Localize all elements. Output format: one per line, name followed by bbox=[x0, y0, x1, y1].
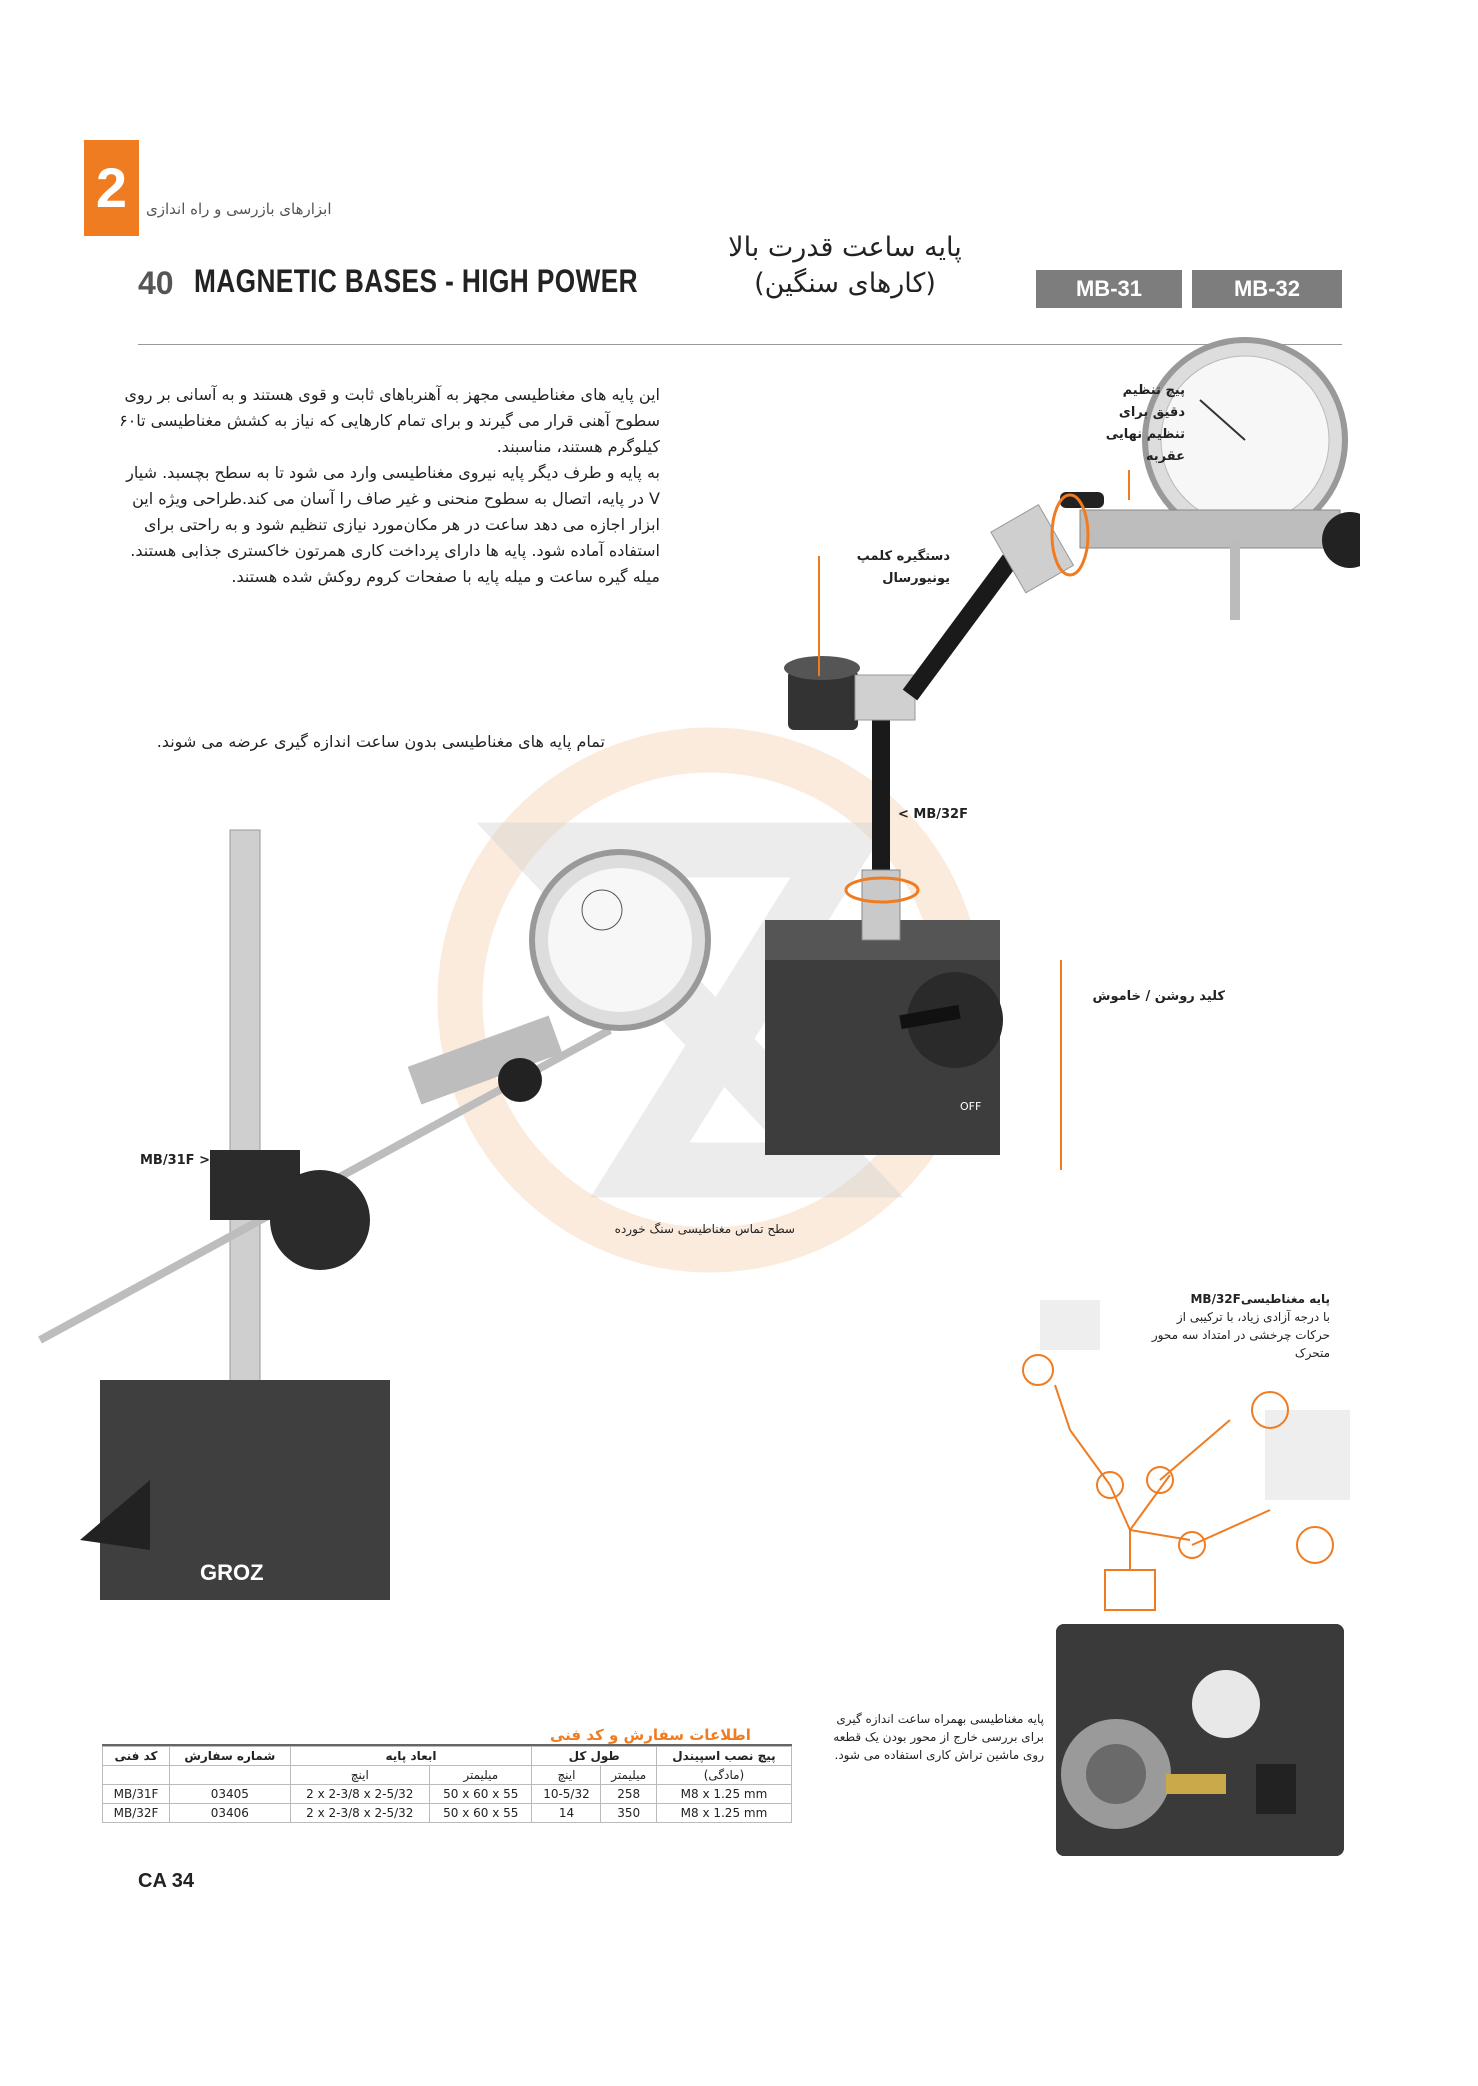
subheader-inch: اینچ bbox=[290, 1766, 430, 1785]
callout-leader bbox=[1128, 470, 1130, 500]
intro-line: سطوح آهنی قرار می گیرند و برای تمام کارهایی که نیاز به کشش مغناطیسی تا۶۰ bbox=[119, 411, 660, 430]
persian-title-line1: پایه ساعت قدرت بالا bbox=[728, 232, 962, 263]
photo-caption bbox=[812, 1710, 1044, 1764]
order-table bbox=[102, 1746, 792, 1823]
subheader-mm: میلیمتر bbox=[601, 1766, 656, 1785]
intro-text bbox=[95, 382, 660, 590]
callout-line: عقربه bbox=[1145, 449, 1185, 464]
cell-dims-mm: 50 x 60 x 55 bbox=[430, 1804, 532, 1823]
cell-len-inch: 14 bbox=[532, 1804, 601, 1823]
subheader-mm: میلیمتر bbox=[430, 1766, 532, 1785]
table-header-row bbox=[103, 1747, 792, 1766]
model-tab-mb31: MB-31 bbox=[1036, 270, 1182, 308]
intro-line: ابزار اجازه می دهد ساعت در هر مکان‌مورد نیازی تنظیم شود و به راحتی برای bbox=[144, 515, 660, 534]
callout-line: تنظیم نهایی bbox=[1105, 427, 1185, 442]
no-gauge-note: تمام پایه های مغناطیسی بدون ساعت اندازه گیری عرضه می شوند. bbox=[156, 732, 605, 751]
cell-code: MB/31F bbox=[103, 1785, 170, 1804]
photo-caption-line: پایه مغناطیسی بهمراه ساعت اندازه گیری bbox=[836, 1712, 1044, 1726]
model-tab-mb32: MB-32 bbox=[1192, 270, 1342, 308]
ground-surface-caption: سطح تماس مغناطیسی سنگ خورده bbox=[614, 1222, 795, 1236]
table-row bbox=[103, 1785, 792, 1804]
diagram-note bbox=[1090, 1290, 1330, 1362]
cell-order-no: 03406 bbox=[170, 1804, 291, 1823]
cell-thread: M8 x 1.25 mm bbox=[656, 1785, 791, 1804]
chapter-title: ابزارهای بازرسی و راه اندازی bbox=[146, 200, 332, 218]
callout-line: دقیق برای bbox=[1118, 405, 1185, 420]
table-subheader-row bbox=[103, 1766, 792, 1785]
diagram-note-line: حرکات چرخشی در امتداد سه محور bbox=[1151, 1328, 1330, 1342]
lathe-application-photo bbox=[1056, 1624, 1344, 1856]
section-number: 40 bbox=[138, 265, 174, 301]
subheader-inch: اینچ bbox=[532, 1766, 601, 1785]
fine-adjust-callout bbox=[1065, 380, 1185, 468]
intro-line: میله گیره ساعت و میله پایه با صفحات کروم روکش شده هستند. bbox=[231, 567, 660, 586]
groz-logo-text: GROZ bbox=[200, 1560, 264, 1585]
diagram-note-title: پایه مغناطیسیMB/32F bbox=[1190, 1292, 1330, 1306]
cell-code: MB/32F bbox=[103, 1804, 170, 1823]
header-order-no: شماره سفارش bbox=[170, 1747, 291, 1766]
callout-line: پیچ تنظیم bbox=[1122, 383, 1185, 398]
cell-len-inch: 10-5/32 bbox=[532, 1785, 601, 1804]
cell-thread: M8 x 1.25 mm bbox=[656, 1804, 791, 1823]
header-spindle: پیچ نصب اسپیندل bbox=[656, 1747, 791, 1766]
header-code: کد فنی bbox=[103, 1747, 170, 1766]
callout-line: دستگیره کلمپ bbox=[856, 549, 950, 564]
cell-dims-inch: 2 x 2-3/8 x 2-5/32 bbox=[290, 1785, 430, 1804]
photo-caption-line: برای بررسی خارج از محور بودن یک قطعه bbox=[833, 1730, 1044, 1744]
diagram-note-line: با درجه آزادی زیاد، با ترکیبی از bbox=[1176, 1310, 1330, 1324]
cell-len-mm: 258 bbox=[601, 1785, 656, 1804]
cell-dims-mm: 50 x 60 x 55 bbox=[430, 1785, 532, 1804]
page-number: CA 34 bbox=[138, 1870, 194, 1892]
intro-line: کیلوگرم هستند، مناسبند. bbox=[496, 437, 660, 456]
order-info-title: اطلاعات سفارش و کد فنی bbox=[550, 1726, 751, 1744]
mb31f-illustration bbox=[30, 820, 730, 1600]
on-off-callout: کلید روشن / خاموش bbox=[1092, 989, 1225, 1004]
off-label: OFF bbox=[960, 1100, 982, 1113]
universal-clamp-callout bbox=[820, 546, 950, 590]
chapter-number-badge: 2 bbox=[84, 140, 139, 236]
header-base-dims: ابعاد پایه bbox=[290, 1747, 532, 1766]
mb32f-label: < MB/32F bbox=[898, 807, 968, 822]
intro-line: استفاده آماده شود. پایه ها دارای پرداخت کاری همرتون خاکستری جذابی هستند. bbox=[130, 541, 660, 560]
table-row bbox=[103, 1804, 792, 1823]
cell-dims-inch: 2 x 2-3/8 x 2-5/32 bbox=[290, 1804, 430, 1823]
intro-line: این پایه های مغناطیسی مجهز به آهنرباهای ثابت و قوی هستند و به آسانی بر روی bbox=[124, 385, 660, 404]
subheader-female: (مادگی) bbox=[656, 1766, 791, 1785]
persian-title-line2: (کارهای سنگین) bbox=[754, 268, 936, 299]
cell-order-no: 03405 bbox=[170, 1785, 291, 1804]
header-total-length: طول کل bbox=[532, 1747, 657, 1766]
vertical-rod bbox=[230, 830, 260, 1390]
rod-clamp-knob-icon bbox=[270, 1170, 370, 1270]
mb31f-label: MB/31F > bbox=[140, 1153, 210, 1168]
callout-leader bbox=[818, 556, 820, 676]
photo-caption-line: روی ماشین تراش کاری استفاده می شود. bbox=[834, 1748, 1044, 1762]
callout-line: یونیورسال bbox=[882, 571, 950, 586]
callout-leader bbox=[1060, 960, 1062, 1170]
intro-line: V در پایه، اتصال به سطوح منحنی و غیر صاف را آسان می کند.طراحی ویژه این bbox=[132, 489, 660, 508]
cell-len-mm: 350 bbox=[601, 1804, 656, 1823]
section-title: MAGNETIC BASES - HIGH POWER bbox=[194, 263, 639, 299]
diagram-bg-square bbox=[1265, 1410, 1350, 1500]
diagram-note-line: متحرک bbox=[1294, 1346, 1330, 1360]
intro-line: به پایه و طرف دیگر پایه نیروی مغناطیسی وارد می شود تا به سطح بچسبد. شیار bbox=[126, 463, 660, 482]
